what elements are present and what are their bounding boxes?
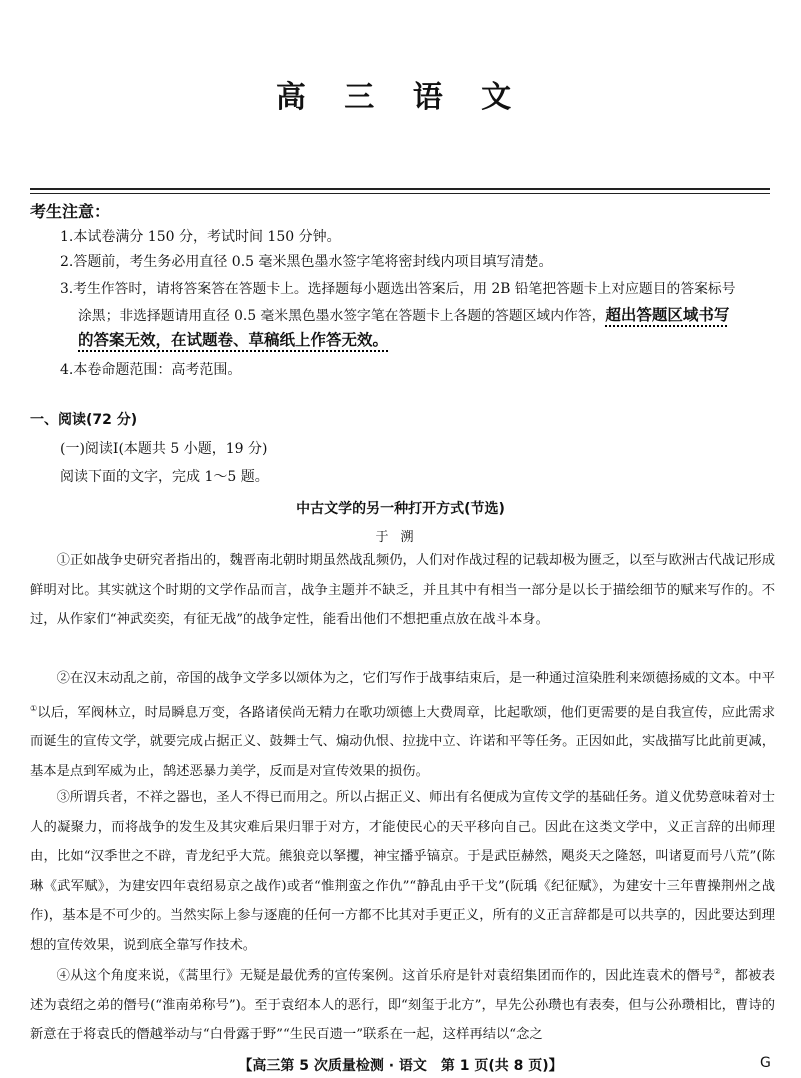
section-heading: 一、阅读(72 分): [30, 412, 138, 428]
paragraph-4-text-b: ，都被表述为袁绍之弟的僭号(“淮南弟称号”)。至于袁绍本人的恶行，即“刻玺于北方”，早先公孙瓒也有表奏，但与公孙瓒相比，曹诗的新意在于将袁氏的僭越举动与“白骨露于野”“生民百遗一”联系在一起，这样再结以“念之: [30, 968, 775, 1043]
paragraph-4-text-a: ④从这个角度来说，《蒿里行》无疑是最优秀的宣传案例。这首乐府是针对袁绍集团而作的，因此连袁术的僭号: [56, 968, 714, 984]
article-paragraph-4: [30, 957, 775, 1050]
article-paragraph-1: ①正如战争史研究者指出的，魏晋南北朝时期虽然战乱频仍，人们对作战过程的记载却极为匮乏，以至与欧洲古代战记形成鲜明对比。其实就这个时期的文学作品而言，战争主题并不缺乏，并且其中有相当一部分是以长于描绘细节的赋来写作的。不过，从作家们“神武奕奕，有征无战”的战争定性，能看出他们不想把重点放在战斗本身。: [30, 553, 775, 627]
header-divider: [30, 188, 770, 190]
notice-heading: 考生注意：: [30, 202, 111, 221]
notice-item-3-line-2: [78, 303, 729, 325]
notice-item-3-plain: 涂黑；非选择题请用直径 0.5 毫米黑色墨水签字笔在答题卡上各题的答题区域内作答，: [78, 308, 606, 324]
footer-version-code: G: [760, 1055, 771, 1071]
notice-item-2: 2.答题前，考生务必用直径 0.5 毫米黑色墨水签字笔将密封线内项目填写清楚。: [60, 254, 553, 270]
notice-item-3-line-3: 的答案无效，在试题卷、草稿纸上作答无效。: [78, 331, 389, 349]
article-title: 中古文学的另一种打开方式(节选): [296, 501, 505, 517]
page-footer: 【高三第 5 次质量检测 · 语文 第 1 页(共 8 页)】: [238, 1058, 563, 1074]
footnote-marker-2: ②: [713, 967, 722, 976]
notice-item-1: 1.本试卷满分 150 分，考试时间 150 分钟。: [60, 229, 341, 245]
article-author: 于溯: [375, 530, 426, 545]
header-divider-thin: [30, 193, 770, 194]
notice-item-4: 4.本卷命题范围：高考范围。: [60, 362, 242, 378]
section-subheading: (一)阅读Ⅰ(本题共 5 小题，19 分): [60, 441, 268, 457]
page-title: 高 三 语 文: [275, 80, 526, 115]
paragraph-2-text-a: ②在汉末动乱之前，帝国的战争文学多以颂体为之，它们写作于战事结束后，是一种通过渲染胜利来颂德扬威的文本。中平: [56, 671, 775, 686]
article-paragraph-2: [30, 664, 775, 786]
footnote-marker-1: ①: [30, 703, 38, 713]
notice-item-3-line-1: 3.考生作答时，请将答案答在答题卡上。选择题每小题选出答案后，用 2B 铅笔把答题卡上对应题目的答案标号: [60, 281, 736, 297]
notice-item-3-emphasis: 超出答题区域书写: [605, 306, 730, 324]
article-paragraph-3: ③所谓兵者，不祥之器也，圣人不得已而用之。所以占据正义、师出有名便成为宣传文学的基础任务。道义优势意味着对士人的凝聚力，而将战争的发生及其灾难后果归罪于对方，才能使民心的天平移向自己。因此在这类文学中，义正言辞的出师理由，比如“汉季世之不辟，青龙纪乎大荒。熊狼竞以拏攫，神宝播乎镐京。于是武臣赫然，飓炎天之隆怒，叫诸夏而号八荒”(陈琳《武军赋》，为建安四年袁绍易京之战作)或者“惟荆蛮之作仇”“静乱由乎干戈”(阮瑀《纪征赋》，为建安十三年曹操荆州之战作)，基本是不可少的。当然实际上参与逐鹿的任何一方都不比其对手更正义，所有的义正言辞都是可以共享的，因此要达到理想的宣传效果，说到底全靠写作技术。: [30, 790, 775, 953]
section-instruction: 阅读下面的文字，完成 1～5 题。: [60, 469, 269, 485]
paragraph-2-text-b: 以后，军阀林立，时局瞬息万变，各路诸侯尚无精力在歌功颂德上大费周章，比起歌颂，他们更需要的是自我宣传，应此需求而诞生的宣传文学，就要完成占据正义、鼓舞士气、煽动仇恨、拉拢中立、许诺和平等任务。正因如此，实战描写比此前更减，基本是点到军威为止，鹄述恶暴力美学，反而是对宣传效果的损伤。: [30, 704, 776, 779]
